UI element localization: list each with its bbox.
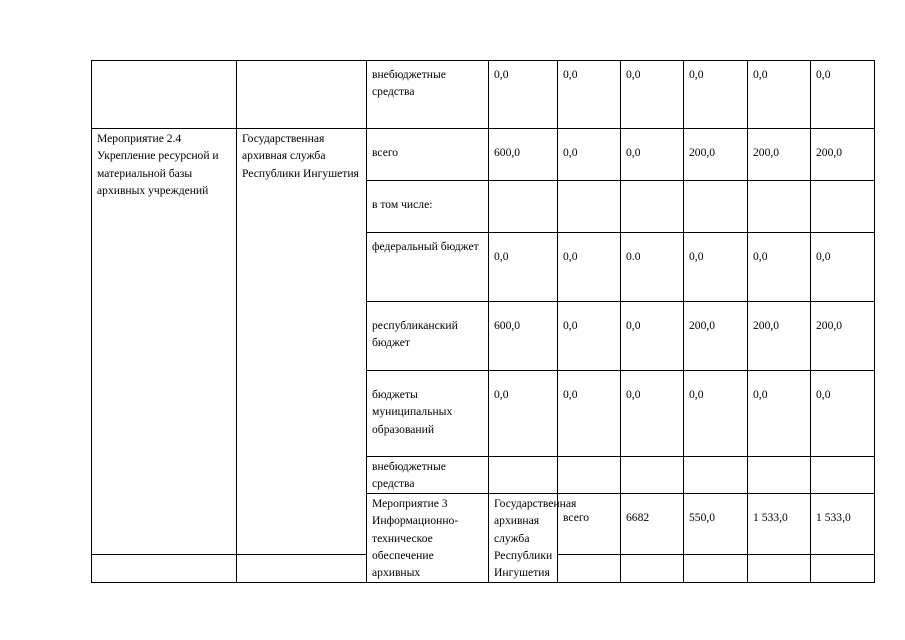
value-cell: 0,0	[621, 371, 684, 457]
value-cell: 600,0	[489, 129, 558, 181]
value-cell	[621, 457, 684, 494]
value-cell: 0,0	[489, 371, 558, 457]
value-cell: 0,0	[811, 371, 875, 457]
value-cell	[811, 457, 875, 494]
value-cell	[489, 181, 558, 233]
funding-source-cell: бюджеты муниципальных образований	[367, 371, 489, 457]
executor-cell	[237, 61, 367, 129]
executor-cell: Государственная архивная служба Республики Ингушетия	[237, 129, 367, 555]
value-cell: 0,0	[811, 61, 875, 129]
budget-table	[91, 60, 875, 583]
funding-source-cell: федеральный бюджет	[367, 233, 489, 302]
value-cell	[621, 554, 684, 582]
activity-cell: Мероприятие 3 Информационно-техническое обеспечение архивных	[367, 493, 489, 582]
funding-source-cell: всего	[367, 129, 489, 181]
value-cell	[684, 554, 748, 582]
value-cell	[237, 554, 367, 582]
value-cell	[684, 457, 748, 494]
value-cell: 0,0	[811, 233, 875, 302]
value-cell: 0,0	[558, 129, 621, 181]
value-cell: 200,0	[684, 302, 748, 371]
value-cell	[811, 181, 875, 233]
funding-source-cell	[92, 554, 237, 582]
value-cell: 0,0	[621, 129, 684, 181]
value-cell: 0,0	[748, 371, 811, 457]
activity-cell: Мероприятие 2.4 Укрепление ресурсной и материальной базы архивных учреждений	[92, 129, 237, 555]
value-cell: 0,0	[748, 233, 811, 302]
value-cell: 0,0	[558, 233, 621, 302]
funding-source-cell: внебюджетные средства	[367, 457, 489, 494]
value-cell: 200,0	[811, 302, 875, 371]
value-cell: 200,0	[748, 302, 811, 371]
funding-source-cell: всего	[558, 493, 621, 554]
funding-source-cell: внебюджетные средства	[367, 61, 489, 129]
value-cell: 1 533,0	[811, 493, 875, 554]
funding-source-cell: в том числе:	[367, 181, 489, 233]
value-cell: 0,0	[684, 371, 748, 457]
value-cell: 0,0	[748, 61, 811, 129]
value-cell: 0,0	[621, 302, 684, 371]
value-cell: 200,0	[684, 129, 748, 181]
value-cell	[558, 554, 621, 582]
value-cell	[684, 181, 748, 233]
value-cell: 200,0	[748, 129, 811, 181]
value-cell: 0,0	[489, 61, 558, 129]
value-cell	[621, 181, 684, 233]
funding-source-cell: республиканский бюджет	[367, 302, 489, 371]
value-cell: 550,0	[684, 493, 748, 554]
value-cell: 1 533,0	[748, 493, 811, 554]
value-cell: 0,0	[621, 61, 684, 129]
value-cell: 200,0	[811, 129, 875, 181]
table-row	[92, 61, 875, 129]
value-cell	[748, 181, 811, 233]
value-cell	[558, 181, 621, 233]
value-cell	[811, 554, 875, 582]
value-cell: 0,0	[489, 233, 558, 302]
executor-cell: Государственная архивная служба Республики Ингушетия	[489, 493, 558, 582]
value-cell: 0,0	[558, 371, 621, 457]
activity-cell	[92, 61, 237, 129]
value-cell	[489, 457, 558, 494]
value-cell: 0,0	[558, 61, 621, 129]
value-cell	[748, 554, 811, 582]
value-cell	[558, 457, 621, 494]
value-cell: 600,0	[489, 302, 558, 371]
value-cell: 0,0	[684, 233, 748, 302]
value-cell: 0,0	[684, 61, 748, 129]
table-row	[92, 129, 875, 181]
value-cell: 0.0	[621, 233, 684, 302]
value-cell: 0,0	[558, 302, 621, 371]
value-cell	[748, 457, 811, 494]
value-cell: 6682	[621, 493, 684, 554]
